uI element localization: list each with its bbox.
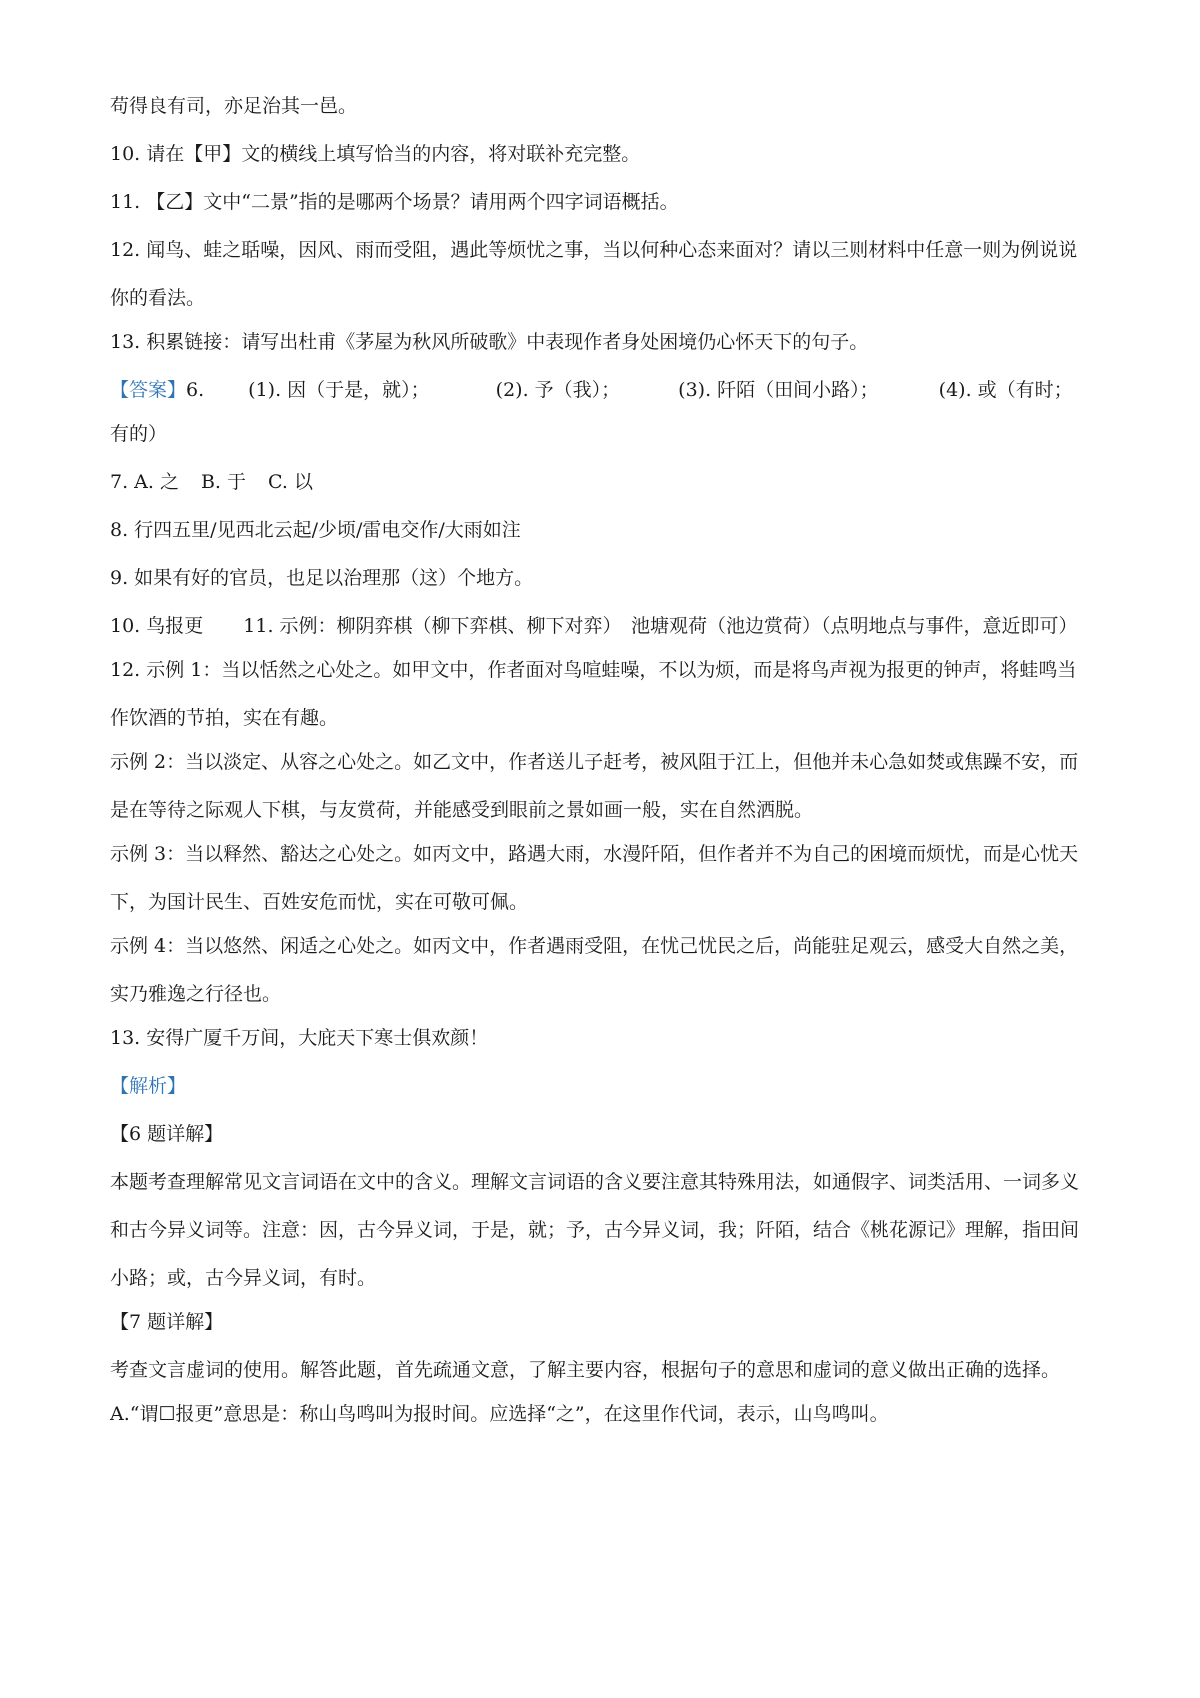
answer-7-b: B. 于 <box>200 471 247 493</box>
answer-6-row <box>110 376 1095 404</box>
analysis-7-a: A.“谓☐报更”意思是：称山鸟鸣叫为报时间。应选择“之”，在这里作代词，表示，山鸟鸣叫。 <box>110 1403 889 1425</box>
answer-6-item-2: (2). 予（我）； <box>495 379 621 401</box>
answer-tag: 【答案】 <box>110 379 187 401</box>
document-page <box>110 92 1095 1448</box>
analysis-tag: 【解析】 <box>110 1075 187 1097</box>
answer-10-11 <box>110 602 1095 650</box>
question-13: 13. 积累链接：请写出杜甫《茅屋为秋风所破歌》中表现作者身处困境仍心怀天下的句子。 <box>110 331 869 353</box>
analysis-7-body: 考查文言虚词的使用。解答此题，首先疏通文意，了解主要内容，根据句子的意思和虚词的意义做出正确的选择。 <box>110 1359 1061 1381</box>
answer-12-example-3: 示例 3：当以释然、豁达之心处之。如丙文中，路遇大雨，水漫阡陌，但作者并不为自己的困境而烦忧，而是心忧天下，为国计民生、百姓安危而忧，实在可敬可佩。 <box>110 843 1079 913</box>
analysis-7-heading: 【7 题详解】 <box>110 1311 224 1333</box>
answer-6-number: 6. <box>186 379 205 401</box>
answer-6-continued: 有的） <box>110 423 168 445</box>
answer-12-example-1: 12. 示例 1：当以恬然之心处之。如甲文中，作者面对鸟喧蛙噪，不以为烦，而是将鸟声视为报更的钟声，将蛙鸣当作饮酒的节拍，实在有趣。 <box>110 659 1077 729</box>
answer-7 <box>110 468 1095 496</box>
answer-6-item-4: (4). 或（有时； <box>938 379 1073 401</box>
answer-10: 10. 鸟报更 <box>110 615 204 637</box>
question-11: 11. 【乙】文中“二景”指的是哪两个场景？请用两个四字词语概括。 <box>110 191 679 213</box>
analysis-6-heading: 【6 题详解】 <box>110 1123 224 1145</box>
answer-8: 8. 行四五里/见西北云起/少顷/雷电交作/大雨如注 <box>110 519 521 541</box>
question-10: 10. 请在【甲】文的横线上填写恰当的内容，将对联补充完整。 <box>110 143 641 165</box>
answer-12-example-2: 示例 2：当以淡定、从容之心处之。如乙文中，作者送儿子赶考，被风阻于江上，但他并未心急如焚或焦躁不安，而是在等待之际观人下棋，与友赏荷，并能感受到眼前之景如画一般，实在自然洒脱。 <box>110 751 1079 821</box>
answer-6-item-3: (3). 阡陌（田间小路）； <box>678 379 879 401</box>
answer-7-a: 7. A. 之 <box>110 471 179 493</box>
passage-line: 苟得良有司，亦足治其一邑。 <box>110 95 358 117</box>
question-12: 12. 闻鸟、蛙之聒噪，因风、雨而受阻，遇此等烦忧之事，当以何种心态来面对？请以三则材料中任意一则为例说说你的看法。 <box>110 239 1078 309</box>
answer-6-item-1: (1). 因（于是，就）； <box>248 379 430 401</box>
answer-13: 13. 安得广厦千万间，大庇天下寒士俱欢颜！ <box>110 1027 489 1049</box>
answer-9: 9. 如果有好的官员，也足以治理那（这）个地方。 <box>110 567 534 589</box>
answer-12-example-4: 示例 4：当以悠然、闲适之心处之。如丙文中，作者遇雨受阻，在忧己忧民之后，尚能驻足观云，感受大自然之美，实乃雅逸之行径也。 <box>110 935 1079 1005</box>
answer-11: 11. 示例：柳阴弈棋（柳下弈棋、柳下对弈） 池塘观荷（池边赏荷）（点明地点与事件，意近即可） <box>243 615 1078 637</box>
answer-7-c: C. 以 <box>268 471 313 493</box>
analysis-6-body: 本题考查理解常见文言词语在文中的含义。理解文言词语的含义要注意其特殊用法，如通假字、词类活用、一词多义和古今异义词等。注意：因，古今异义词，于是，就；予，古今异义词，我；阡陌，结合《桃花源记》理解，指田间小路；或，古今异义词，有时。 <box>110 1171 1080 1289</box>
